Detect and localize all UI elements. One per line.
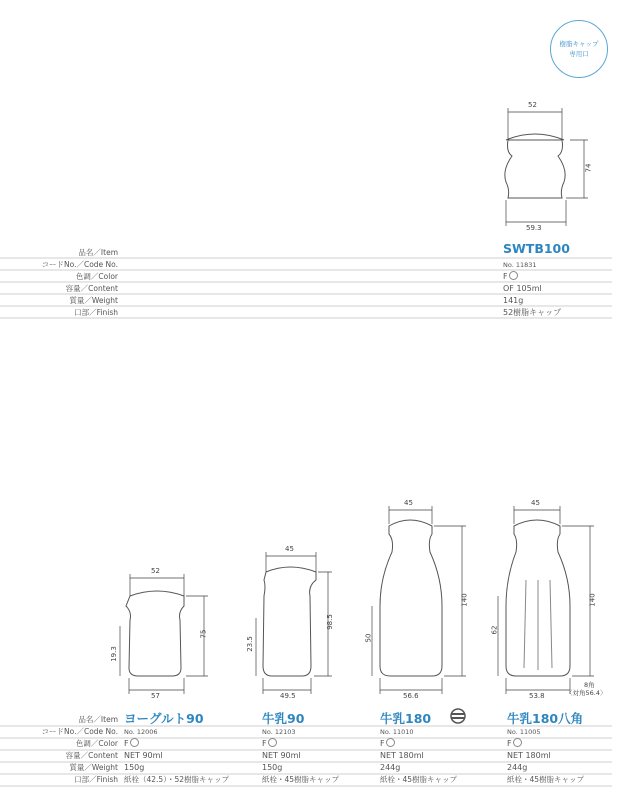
yogurt90-dim-top: 52 (151, 567, 160, 575)
milk180-finish: 紙栓・45樹脂キャップ (380, 775, 458, 784)
milk180oct-code: No. 11005 (507, 728, 541, 736)
color-swatch-icon (386, 738, 395, 747)
milk90-dim-bottom: 49.5 (280, 692, 296, 700)
yogurt90-code: No. 12006 (124, 728, 158, 736)
milk90-name: 牛乳90 (262, 711, 305, 726)
yogurt90-bottle (126, 591, 184, 676)
label-color-2: 色調／Color (75, 739, 118, 748)
label-content: 容量／Content (65, 284, 118, 293)
yogurt90-dim-height: 75 (199, 629, 208, 639)
swtb100-color: F (503, 271, 518, 283)
milk180-dim-side: 50 (364, 633, 373, 643)
milk180oct-note1: 8角 (584, 681, 595, 689)
swtb100-weight: 141g (503, 296, 524, 305)
milk180-bottle (380, 520, 442, 676)
milk180-name: 牛乳180 (380, 711, 432, 726)
milk180oct-dim-side: 62 (490, 625, 499, 635)
label-item-2: 品名／Item (78, 715, 118, 724)
milk180oct-finish: 紙栓・45樹脂キャップ (507, 775, 585, 784)
swtb100-code: No. 11831 (503, 261, 537, 269)
color-swatch-icon (513, 738, 522, 747)
milk90-weight: 150g (262, 763, 283, 772)
yogurt90-color: F (124, 738, 139, 750)
milk180oct-dim-height: 140 (588, 593, 597, 607)
milk180oct-color: F (507, 738, 522, 750)
yogurt90-dim-bottom: 57 (151, 692, 160, 700)
milk180oct-dim-top: 45 (531, 499, 540, 507)
color-swatch-icon (268, 738, 277, 747)
yogurt90-name: ヨーグルト90 (124, 711, 204, 726)
milk180-code: No. 11010 (380, 728, 414, 736)
swtb100-dim-height: 74 (584, 163, 593, 173)
yogurt90-content: NET 90ml (124, 751, 163, 760)
milk90-dim-height: 98.5 (325, 614, 334, 630)
milk90-bottle (263, 567, 316, 676)
color-swatch-icon (509, 271, 518, 280)
yogurt90-dim-side: 19.3 (109, 646, 118, 662)
label-weight: 質量／Weight (69, 296, 118, 305)
badge-line2: 専用口 (569, 50, 589, 58)
milk90-finish: 紙栓・45樹脂キャップ (262, 775, 340, 784)
milk180oct-content: NET 180ml (507, 751, 551, 760)
swtb100-name: SWTB100 (503, 241, 570, 256)
swtb100-bottle (505, 140, 565, 198)
label-finish: 口部／Finish (74, 308, 118, 317)
milk180-content: NET 180ml (380, 751, 424, 760)
swtb100-dim-bottom: 59.3 (526, 224, 542, 232)
milk180oct-note2: 〈対角56.4〉 (566, 689, 607, 697)
yogurt90-finish: 紙栓（42.5）・52樹脂キャップ (124, 775, 229, 784)
label-content-2: 容量／Content (65, 751, 118, 760)
swtb100-dim-top: 52 (528, 101, 537, 109)
milk90-content: NET 90ml (262, 751, 301, 760)
badge-line1: 樹脂キャップ (559, 40, 599, 48)
milk90-code: No. 12103 (262, 728, 296, 736)
label-code: コードNo.／Code No. (41, 260, 118, 269)
milk90-color: F (262, 738, 277, 750)
swtb100-content: OF 105ml (503, 284, 542, 293)
milk180oct-name: 牛乳180八角 (507, 711, 584, 726)
label-item: 品名／Item (78, 248, 118, 257)
milk180-dim-bottom: 56.6 (403, 692, 419, 700)
milk180-dim-top: 45 (404, 499, 413, 507)
milk180-dim-height: 140 (460, 593, 469, 607)
swtb100-finish: 52樹脂キャップ (503, 308, 562, 317)
yogurt90-weight: 150g (124, 763, 145, 772)
label-weight-2: 質量／Weight (69, 763, 118, 772)
milk180-weight: 244g (380, 763, 401, 772)
milk180oct-dim-bottom: 53.8 (529, 692, 545, 700)
milk180-color: F (380, 738, 395, 750)
logo-mark (451, 709, 465, 723)
color-swatch-icon (130, 738, 139, 747)
milk90-dim-top: 45 (285, 545, 294, 553)
label-code-2: コードNo.／Code No. (41, 727, 118, 736)
label-color: 色調／Color (75, 272, 118, 281)
milk180oct-weight: 244g (507, 763, 528, 772)
label-finish-2: 口部／Finish (74, 775, 118, 784)
milk90-dim-side: 23.5 (245, 636, 254, 652)
